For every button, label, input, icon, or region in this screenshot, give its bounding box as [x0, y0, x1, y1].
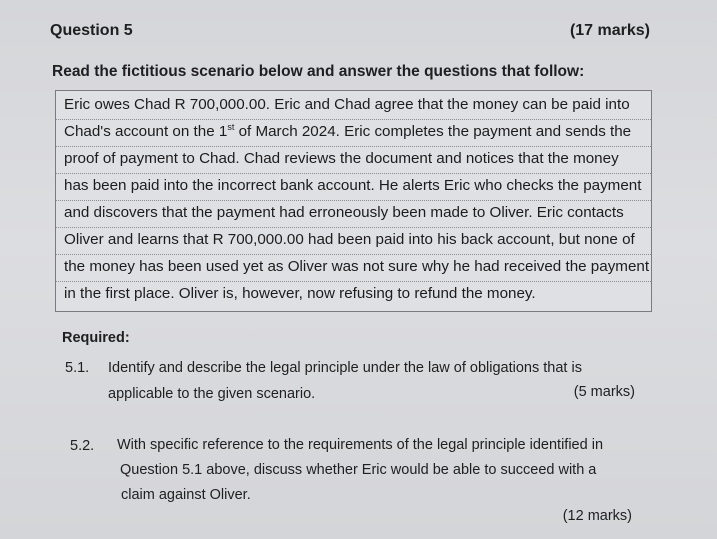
ordinal-suffix: st [227, 121, 235, 132]
scenario-line-2 [64, 123, 631, 140]
instruction-text: Read the fictitious scenario below and answer the questions that follow: [52, 63, 585, 80]
divider [56, 200, 651, 202]
scenario-box [55, 90, 652, 312]
scenario-line-4: has been paid into the incorrect bank account. He alerts Eric who checks the payment [64, 177, 642, 194]
question-marks: (5 marks) [573, 384, 635, 400]
question-title: Question 5 [50, 22, 133, 39]
question-marks: (12 marks) [562, 508, 632, 524]
question-text-line: Question 5.1 above, discuss whether Eric would be able to succeed with a [120, 462, 597, 478]
scenario-line-3: proof of payment to Chad. Chad reviews the document and notices that the money [64, 150, 619, 167]
divider [56, 173, 651, 175]
scenario-line-2-start: Chad's account on the 1 [64, 123, 228, 140]
scenario-line-6: Oliver and learns that R 700,000.00 had been paid into his back account, but none of [64, 231, 635, 248]
divider [56, 281, 651, 283]
divider [56, 119, 651, 121]
scenario-line-1: Eric owes Chad R 700,000.00. Eric and Chad agree that the money can be paid into [64, 96, 630, 113]
scenario-line-7: the money has been used yet as Oliver was not sure why he had received the payment [64, 258, 650, 275]
required-heading: Required: [62, 330, 130, 346]
question-text-line: claim against Oliver. [121, 487, 251, 503]
scenario-line-2-end: of March 2024. Eric completes the payment and sends the [234, 123, 632, 140]
total-marks: (17 marks) [569, 22, 650, 39]
question-text-line: applicable to the given scenario. [108, 386, 316, 402]
question-number: 5.2. [70, 438, 95, 454]
divider [56, 146, 651, 148]
divider [56, 227, 651, 229]
question-number: 5.1. [65, 360, 90, 376]
divider [56, 254, 651, 256]
question-text-line: Identify and describe the legal principle under the law of obligations that is [108, 360, 582, 376]
scenario-line-5: and discovers that the payment had erroneously been made to Oliver. Eric contacts [64, 204, 624, 221]
question-header [50, 22, 650, 40]
question-text-line: With specific reference to the requirements of the legal principle identified in [117, 437, 604, 453]
scenario-line-8: in the first place. Oliver is, however, now refusing to refund the money. [64, 285, 536, 302]
